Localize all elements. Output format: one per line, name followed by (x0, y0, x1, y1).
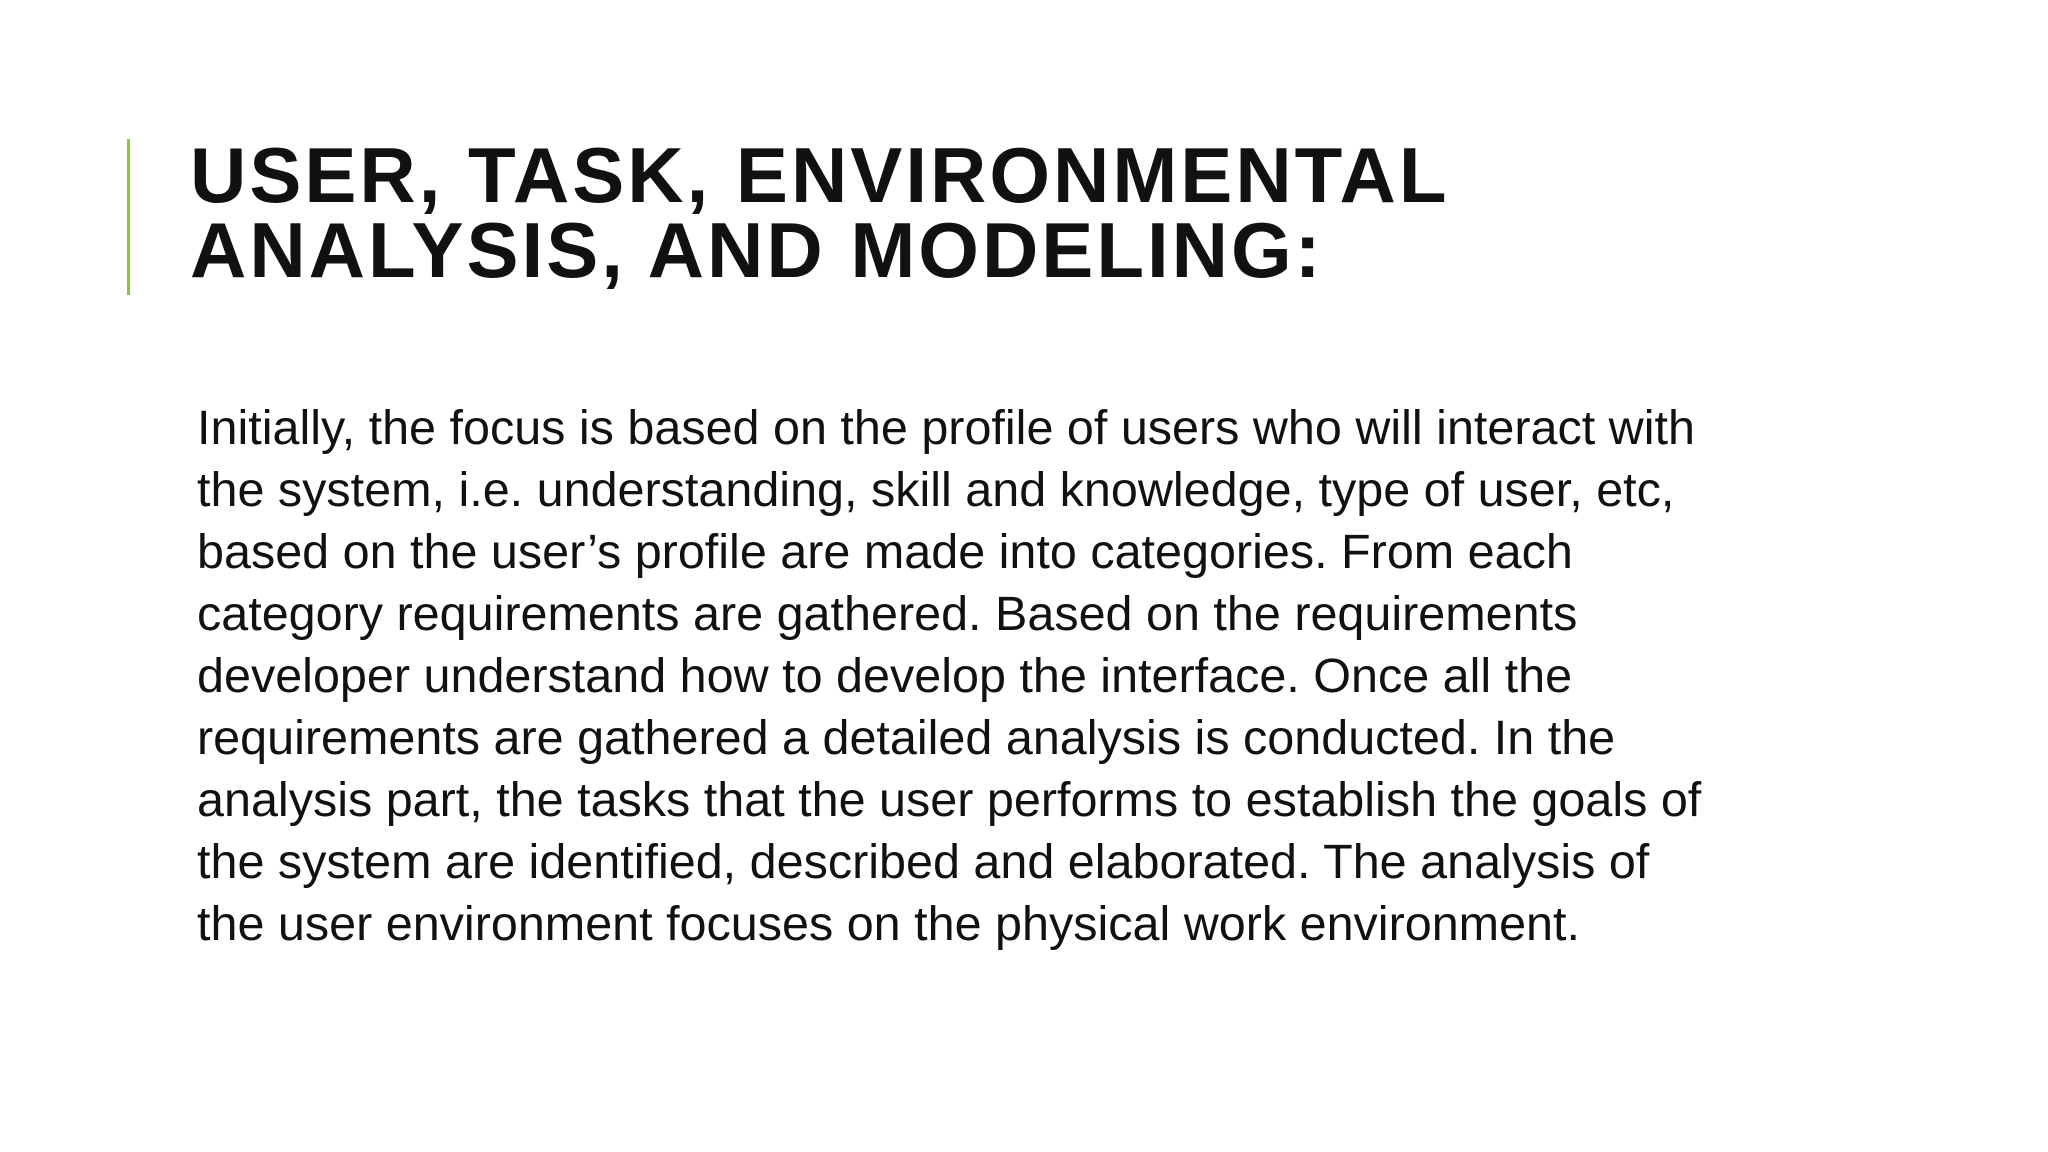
body-line-1: Initially, the focus is based on the profile of users who will interact with (197, 401, 1695, 455)
slide-title (190, 131, 1890, 294)
body-line-3: based on the user’s profile are made into categories. From each (197, 525, 1573, 579)
slide-body-paragraph (197, 397, 1897, 955)
body-line-5: developer understand how to develop the interface. Once all the (197, 649, 1573, 703)
body-line-6: requirements are gathered a detailed analysis is conducted. In the (197, 711, 1616, 765)
title-accent-bar (127, 139, 130, 295)
slide-title-line-2: ANALYSIS, AND MODELING: (190, 206, 1324, 294)
body-line-4: category requirements are gathered. Based on the requirements (197, 587, 1578, 641)
body-line-9: the user environment focuses on the physical work environment. (197, 897, 1580, 951)
slide-title-line-1: USER, TASK, ENVIRONMENTAL (190, 131, 1450, 219)
body-line-2: the system, i.e. understanding, skill and knowledge, type of user, etc, (197, 463, 1675, 517)
body-line-8: the system are identified, described and elaborated. The analysis of (197, 835, 1650, 889)
body-line-7: analysis part, the tasks that the user performs to establish the goals of (197, 773, 1702, 827)
